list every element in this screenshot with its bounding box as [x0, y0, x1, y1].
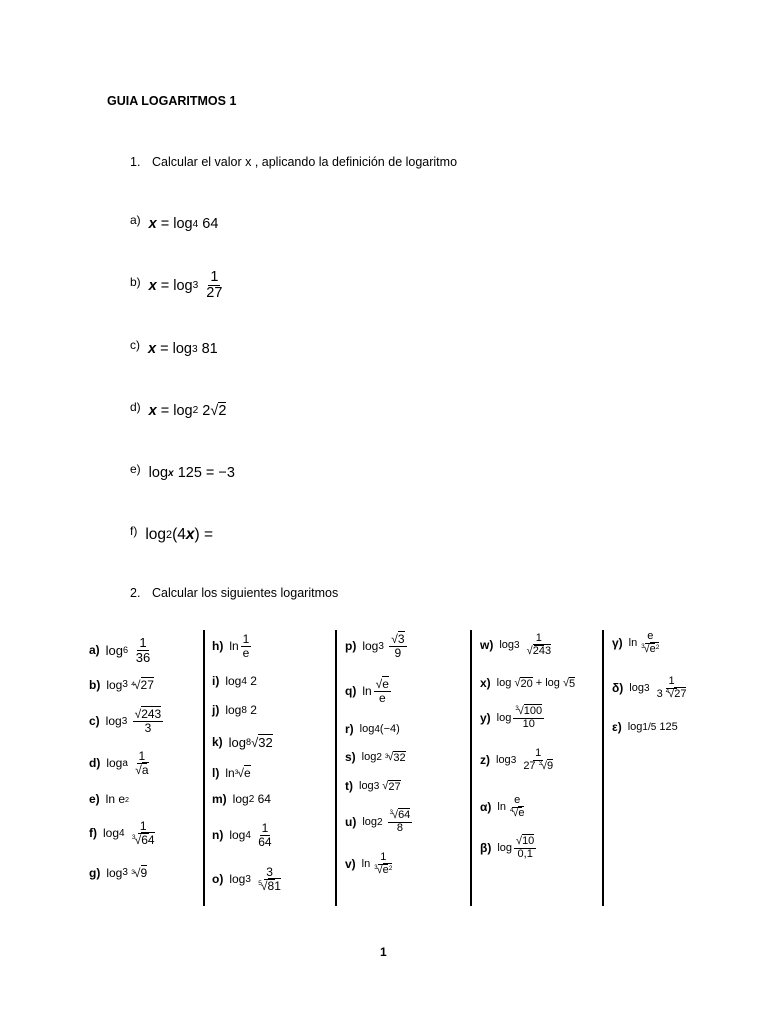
variable-x: x — [148, 341, 157, 357]
exercise-label: y) — [480, 711, 491, 726]
exercise-2t: t) log 3 √ 27 — [345, 779, 401, 793]
exercise-label: n) — [212, 828, 224, 843]
exercise-2q: q) ln $\frac{√e}{e}$ — [345, 677, 389, 705]
exercise-2beta: β) log $\frac{√10}{0,1}$ — [480, 835, 535, 860]
exercise-1f: f) log $_2$ (4 x ) = — [130, 524, 214, 543]
section-2-text: Calcular los siguientes logaritmos — [152, 586, 339, 600]
exercise-2g: g) log 3 3 √ 9 — [89, 865, 148, 880]
exercise-2k: k) log 8 √ 32 — [212, 734, 273, 750]
exercise-label: p) — [345, 639, 357, 654]
exercise-label: d) — [130, 399, 141, 414]
exercise-label: f) — [89, 826, 97, 841]
exercise-2z: z) log 3 $\frac{1}{27 ^3√9}$ — [480, 747, 554, 772]
exercise-label: o) — [212, 872, 224, 887]
exercise-1d: d) x = log 2 2√ 2 — [130, 399, 227, 419]
exercise-2y: y) log $\frac{^3√100}{10}$ — [480, 705, 543, 730]
exercise-label: g) — [89, 865, 101, 880]
exercise-2r: r) log 4 (−4) — [345, 722, 400, 736]
exercise-label: i) — [212, 674, 220, 688]
exercise-label: β) — [480, 841, 492, 856]
exercise-2u: u) log 2 $\frac{^3√64}{8}$ — [345, 809, 411, 834]
exercise-label: d) — [89, 756, 101, 771]
exercise-2p: p) log 3 $\frac{√3}{9}$ — [345, 632, 405, 660]
exercise-label: c) — [130, 338, 140, 352]
exercise-2w: w) log 3 $\frac{1}{√243}$ — [480, 632, 552, 657]
exercise-1b: b) x = log 3 $\frac{1}{27}$ — [130, 269, 223, 302]
exercise-2delta: δ) log 3 $\frac{1}{3 ^4√27}$ — [612, 675, 687, 700]
column-divider — [203, 630, 205, 906]
exercise-label: γ) — [612, 636, 623, 651]
exercise-label: h) — [212, 639, 224, 654]
exercise-2d: d) log a $\frac{1}{√a}$ — [89, 749, 149, 777]
column-divider — [470, 630, 472, 906]
exercise-1c: c) x = log 3 81 — [130, 338, 218, 357]
exercise-label: v) — [345, 857, 356, 872]
exercise-2c: c) log 3 $\frac{√243}{3}$ — [89, 707, 162, 735]
exercise-label: b) — [89, 677, 101, 692]
exercise-2epsilon: ε) log 1/5 125 — [612, 720, 678, 734]
exercise-2j: j) log 8 2 — [212, 703, 257, 717]
exercise-2alpha: α) ln $\frac{e}{^4√e}$ — [480, 794, 525, 819]
exercise-2i: i) log 4 2 — [212, 674, 257, 688]
exercise-label: w) — [480, 638, 494, 653]
exercise-1e: e) log $_x$ 125 = −3 — [130, 462, 235, 481]
exercise-label: t) — [345, 779, 353, 793]
exercise-label: s) — [345, 750, 356, 764]
exercise-label: c) — [89, 714, 100, 729]
exercise-label: l) — [212, 765, 220, 780]
exercise-2e: e) ln e 2 — [89, 792, 130, 806]
exercise-label: e) — [130, 462, 141, 476]
exercise-label: a) — [89, 643, 100, 658]
exercise-label: k) — [212, 735, 223, 749]
variable-x: x — [148, 216, 157, 232]
exercise-2h: h) ln $\frac{1}{e}$ — [212, 632, 250, 660]
section-2-heading — [130, 586, 338, 600]
exercise-label: f) — [130, 524, 138, 538]
exercise-label: q) — [345, 684, 357, 699]
exercise-2b: b) log 3 4 √ 27 — [89, 677, 154, 692]
exercise-label: α) — [480, 800, 492, 815]
page-title: GUIA LOGARITMOS 1 — [107, 94, 237, 108]
exercise-label: r) — [345, 722, 354, 736]
exercise-2a: a) log 6 $\frac{1}{36}$ — [89, 635, 151, 665]
column-divider — [335, 630, 337, 906]
exercise-2l: l) ln 3 √ e — [212, 765, 251, 780]
exercise-label: z) — [480, 753, 490, 768]
exercise-2o: o) log 3 $\frac{3}{^5√81}$ — [212, 865, 281, 893]
exercise-label: ε) — [612, 720, 622, 734]
section-2-number: 2. — [130, 586, 141, 600]
variable-x: x — [148, 402, 157, 419]
section-1-heading — [130, 155, 457, 169]
exercise-2gamma: γ) ln $\frac{e}{^3√e^2}$ — [612, 630, 660, 655]
exercise-2s: s) log 2 3 √ 32 — [345, 750, 406, 764]
page-number: 1 — [380, 945, 387, 959]
section-1-text: Calcular el valor x , aplicando la definición de logaritmo — [152, 155, 458, 169]
exercise-label: b) — [130, 274, 141, 289]
column-divider — [602, 630, 604, 906]
variable-x: x — [148, 277, 157, 294]
exercise-2v: v) ln $\frac{1}{^3√e^2}$ — [345, 851, 393, 876]
exercise-label: δ) — [612, 681, 624, 696]
exercise-label: a) — [130, 213, 141, 227]
exercise-2f: f) log 4 $\frac{1}{^3√64}$ — [89, 819, 155, 847]
exercise-2m: m) log 2 64 — [212, 792, 271, 806]
section-1-number: 1. — [130, 155, 141, 169]
exercise-2x: x) log √ 20 + log √ 5 — [480, 676, 576, 690]
exercise-2n: n) log 4 $\frac{1}{64}$ — [212, 821, 272, 849]
exercise-label: m) — [212, 792, 227, 806]
exercise-1a: a) x = log 4 64 — [130, 213, 219, 232]
fraction: $\frac{1}{27}$ — [206, 269, 223, 302]
exercise-label: x) — [480, 676, 491, 690]
exercise-label: e) — [89, 792, 100, 806]
exercise-label: j) — [212, 703, 220, 717]
exercise-label: u) — [345, 815, 357, 830]
